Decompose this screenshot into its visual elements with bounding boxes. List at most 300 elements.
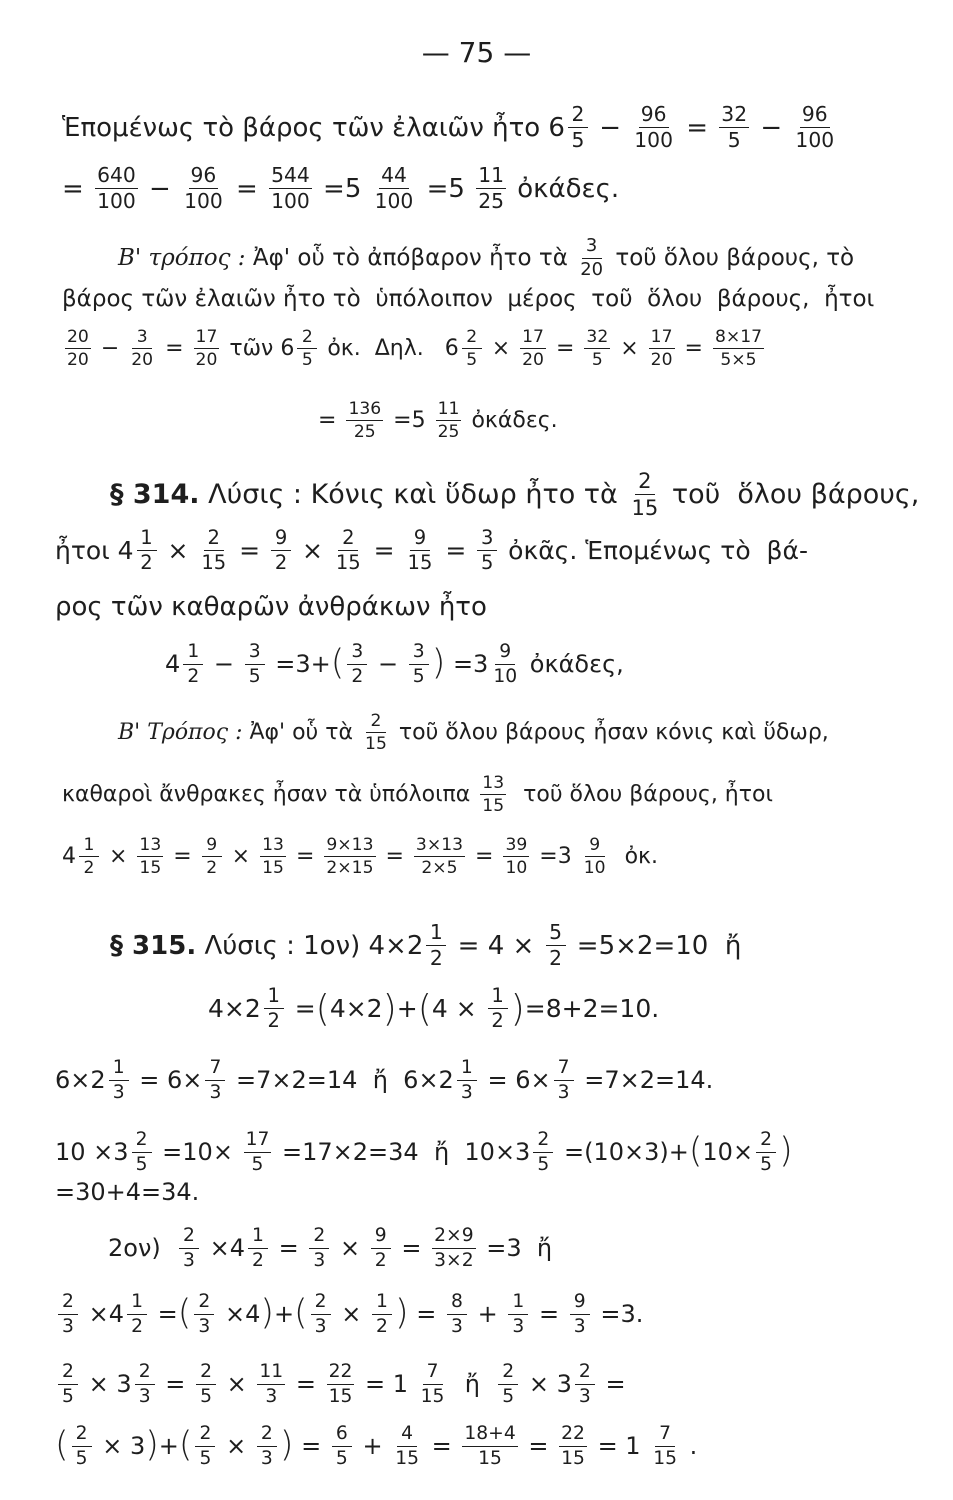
numerator: 9 [271,528,291,551]
numerator: 7 [554,1058,574,1081]
fraction [457,1058,477,1102]
numerator: 11 [476,165,506,189]
numerator: 4 [397,1424,417,1447]
numerator: 2 [257,1424,277,1447]
denominator: 15 [262,858,284,878]
text: + [396,994,418,1024]
fraction [498,1362,518,1406]
denominator: 15 [561,1447,585,1469]
text: . [682,1432,698,1461]
fraction [127,1292,147,1336]
denominator: 25 [353,422,376,442]
text: =3 ἤ [478,1234,553,1263]
numerator: 2 [196,1362,216,1385]
text: ὀκ. Δηλ. 6 [320,335,459,361]
line-13 [62,836,658,877]
denominator: 5 [412,665,425,687]
text: 2ον) [108,1234,176,1263]
text: 4 [165,650,181,679]
open-paren: ( [688,1131,703,1172]
line-15 [208,986,659,1032]
numerator: 13 [482,773,505,793]
fraction [58,1292,78,1336]
numerator: 2 [575,1362,595,1385]
numerator: 13 [139,835,162,855]
denominator: 3 [557,1081,570,1103]
text: =3 [445,650,489,679]
fraction [179,1226,199,1270]
numerator: 2 [195,1424,215,1447]
text: 4×2 [329,994,383,1024]
fraction [372,1292,392,1336]
text: = [157,1370,194,1399]
line-19 [108,1226,552,1270]
line-2 [62,165,619,213]
fraction [432,1226,475,1270]
numerator: 1 [508,1292,528,1315]
numerator: 9 [570,1292,590,1315]
fraction [327,1362,355,1406]
fraction [568,104,588,152]
denominator: 3 [183,1249,195,1271]
text: × [333,1300,369,1329]
denominator: 15 [139,858,162,878]
text: = [677,112,717,143]
line-4 [62,288,874,311]
fraction [578,237,605,280]
open-paren: ( [315,986,330,1030]
denominator: 2 [267,1009,280,1033]
numerator: 9×13 [326,835,374,855]
numerator: 9 [585,836,605,857]
text: =3. [592,1300,644,1329]
numerator: 1 [248,1226,268,1249]
numerator: 3×13 [415,835,464,855]
fraction [346,400,383,441]
fraction [426,922,446,970]
numerator: 96 [639,104,669,128]
text: ×4 [217,1300,261,1329]
denominator: 20 [580,258,604,280]
text: + [354,1432,391,1461]
fraction [347,642,367,686]
text: × [332,1234,368,1263]
text: × [613,335,646,361]
line-1 [62,104,839,152]
denominator: 20 [195,350,218,370]
open-paren: ( [294,1293,308,1334]
fraction [503,836,529,877]
fraction [480,774,506,815]
text: − [590,112,630,143]
fraction [419,1362,447,1406]
text: = 1 [357,1370,416,1399]
numerator: 7 [423,1362,443,1385]
fraction [324,836,375,877]
text: × 3 [521,1370,572,1399]
fraction [269,165,312,213]
denominator: 20 [522,350,544,370]
numerator: 1 [127,1292,147,1315]
denominator: 5 [62,1385,74,1407]
numerator: 5 [546,922,566,946]
text: = [520,1432,557,1461]
text: =5 [386,407,433,433]
text: τοῦ ὅλου βάρους, τὸ [608,244,855,271]
denominator: 3 [314,1315,327,1337]
denominator: 15 [328,1385,353,1407]
denominator: 15 [482,796,505,816]
fraction [393,1424,421,1468]
line-9 [55,594,487,620]
fraction [373,165,416,213]
text: = [378,843,411,869]
denominator: 3 [112,1081,125,1103]
text: =(10×3)+ [556,1138,689,1167]
numerator: 22 [559,1424,587,1447]
numerator: 1 [426,922,446,946]
numerator: 96 [800,104,830,128]
fraction [462,1424,517,1468]
fraction [632,104,675,152]
text: + [273,1300,295,1329]
text: = [286,994,316,1024]
numerator: 2 [179,1226,199,1249]
text: = [548,335,582,361]
numerator: 136 [348,399,382,419]
denominator: 100 [374,189,414,214]
numerator: 8×17 [714,327,763,347]
denominator: 3 [138,1385,151,1407]
text: ὀκάδες, [522,650,624,679]
denominator: 5 [466,350,478,370]
text: = [531,1300,567,1329]
fraction [713,328,764,369]
fraction [533,1130,553,1174]
numerator: 3 [409,642,429,665]
numerator: 2 [204,528,224,551]
denominator: 5 [135,1153,148,1175]
denominator: 2 [351,665,364,687]
text: × [218,1432,254,1461]
line-22 [55,1424,697,1468]
line-14 [110,922,741,970]
fraction [371,1226,391,1270]
fraction [194,1292,214,1336]
fraction [244,1130,272,1174]
fraction [311,1292,331,1336]
close-paren: ) [510,986,525,1030]
close-paren: ) [145,1425,159,1466]
denominator: 2 [491,1009,504,1033]
fraction [649,328,675,369]
line-7 [110,470,919,519]
fraction [651,1424,679,1468]
denominator: 10 [583,858,606,878]
numerator: 2 [311,1292,331,1315]
close-paren: ) [260,1293,274,1334]
text: =7×2=14 ἤ 6×2 [228,1066,454,1095]
denominator: 2 [274,551,288,575]
text: =10× [154,1138,241,1167]
line-17 [55,1130,793,1174]
text: = [597,1370,626,1399]
denominator: 2 [374,1249,387,1271]
text: = [677,335,710,361]
text: 4 [62,843,76,869]
numerator: 1 [264,986,284,1009]
fraction [756,1130,776,1174]
text: Ἀφ' οὗ τὸ ἀπόβαρον ἦτο τὰ [245,244,576,271]
fraction [406,528,435,574]
fraction [202,836,222,877]
denominator: 25 [437,422,460,442]
numerator: 20 [67,327,89,347]
line-18 [55,1180,199,1204]
text: =5 [418,173,474,204]
denominator: 3 [265,1385,278,1407]
numerator: 22 [327,1362,355,1385]
page-number: — 75 — [421,36,532,69]
close-paren: ) [779,1131,793,1172]
fraction [462,328,482,369]
fraction [264,986,284,1032]
fraction [257,1362,285,1406]
text: ἦτοι 4 [55,536,134,566]
numerator: 17 [195,327,218,347]
text: 4×2 [208,994,261,1024]
fraction [248,1226,268,1270]
open-paren: ( [417,986,432,1030]
denominator: 5 [248,665,261,687]
denominator: 3 [198,1315,211,1337]
text: − [140,173,180,204]
fraction [95,165,138,213]
fraction [332,1424,352,1468]
numerator: 17 [650,327,673,347]
fraction [793,104,836,152]
text: =17×2=34 ἤ 10×3 [274,1138,531,1167]
text: =5×2=10 ἤ [568,930,742,961]
numerator: 2 [194,1292,214,1315]
fraction [129,328,155,369]
denominator: 5 [727,128,741,153]
text: × [159,536,197,566]
fraction [58,1362,78,1406]
text: − [752,112,791,143]
fraction [554,1058,574,1102]
numerator: 7 [205,1058,225,1081]
numerator: 2 [132,1130,152,1153]
text: × 3 [81,1370,132,1399]
text: = [318,407,344,433]
numerator: 1 [457,1058,477,1081]
numerator: 544 [269,165,312,189]
denominator: 2 [549,946,562,971]
numerator: 1 [183,642,203,665]
numerator: 1 [488,986,508,1009]
denominator: 100 [184,189,223,214]
line-6 [318,400,558,441]
text: = [408,1300,444,1329]
text: βάρος τῶν ἐλαιῶν ἦτο τὸ ὑπόλοιπον μέρος τοῦ ὅλου βάρους, ἦτοι [62,286,875,312]
denominator: 5 [251,1153,264,1175]
text: − [93,335,127,361]
text: = [231,536,269,566]
denominator: 5 [335,1447,348,1469]
fraction [257,1424,277,1468]
numerator: 32 [719,104,749,128]
denominator: 100 [634,128,673,153]
fraction [334,528,363,574]
text: Ἑπομένως τὸ βάρος τῶν ἐλαιῶν ἦτο 6 [62,112,565,143]
text: Λύσις : 1ον) 4×2 [196,930,424,961]
text: τοῦ ὅλου βάρους, ἦτοι [509,781,773,807]
numerator: 3 [132,328,152,349]
text: × [219,1370,255,1399]
text: ×4 [201,1234,245,1263]
numerator: 9 [371,1226,391,1249]
numerator: 7 [655,1424,675,1447]
text: × [102,843,135,869]
text: Ἀφ' οὗ τὰ [242,719,361,745]
text: ἤ [449,1370,496,1399]
text: Λύσις : Κόνις καὶ ὕδωρ ἦτο τὰ [199,479,627,511]
fraction [491,642,519,686]
line-8 [55,528,808,574]
text: ὀκάδες. [508,173,620,204]
denominator: 3 [260,1447,273,1469]
section-number: § 315. [110,930,197,961]
numerator: 32 [586,327,609,347]
text: = 6× [479,1066,551,1095]
denominator: 5 [301,350,313,370]
text: × [224,843,258,869]
text: = 6× [131,1066,203,1095]
text: = [271,1234,307,1263]
text: × [484,335,518,361]
denominator: 5 [571,128,585,153]
denominator: 2 [131,1315,143,1337]
fraction [132,1130,152,1174]
denominator: 3 [451,1315,463,1337]
denominator: 10 [493,665,518,687]
close-paren: ) [395,1293,409,1334]
text: = [166,843,199,869]
numerator: 9 [495,642,515,665]
fraction [575,1362,595,1406]
denominator: 3 [573,1315,586,1337]
text: =5 [314,173,370,204]
denominator: 3 [313,1249,326,1271]
text: τοῦ ὅλου βάρους ἦσαν κόνις καὶ ὕδωρ, [391,719,829,745]
line-5 [62,328,767,369]
numerator: 2 [58,1292,78,1315]
numerator: 2 [635,470,655,495]
text: − [206,650,242,679]
line-10 [165,642,624,686]
denominator: 2 [187,665,200,687]
denominator: 3 [62,1315,74,1337]
text: 10× [702,1138,754,1167]
numerator: 640 [95,165,138,189]
numerator: 9 [202,836,222,857]
text: = [227,173,267,204]
numerator: 1 [109,1058,129,1081]
fraction [135,1362,155,1406]
fraction [183,642,203,686]
denominator: 25 [478,189,504,214]
text: ×4 [81,1300,125,1329]
numerator: 11 [437,399,460,419]
denominator: 20 [131,350,154,370]
text: = [393,1234,430,1263]
numerator: 3 [245,642,265,665]
denominator: 15 [653,1447,678,1469]
text: ὀκᾶς. Ἑπομένως τὸ βά- [500,536,808,566]
fraction [309,1226,329,1270]
denominator: 5 [481,551,494,575]
fraction [363,712,389,753]
open-paren: ( [177,1293,192,1334]
denominator: 15 [201,551,227,575]
text: =7×2=14. [576,1066,714,1095]
fraction [520,328,546,369]
text: − [370,650,406,679]
fraction [195,1424,215,1468]
method-label: Β' τρόπος : [118,244,246,271]
numerator: 2 [498,1362,518,1385]
fraction [559,1424,587,1468]
section-number: § 314. [110,479,200,511]
close-paren: ) [431,643,446,684]
text: = [288,1370,324,1399]
text: × [294,536,331,566]
numerator: 2 [309,1226,329,1249]
denominator: 5 [537,1153,550,1175]
close-paren: ) [382,986,397,1030]
fraction [477,528,497,574]
denominator: 100 [271,189,310,214]
fraction [582,836,608,877]
fraction [409,642,429,686]
text: = 1 [589,1432,649,1461]
text: = [468,843,501,869]
fraction [194,328,220,369]
line-12 [62,774,773,815]
numerator: 2 [58,1362,78,1385]
numerator: 17 [522,327,544,347]
denominator: 3 [512,1315,525,1337]
denominator: 5 [200,1385,212,1407]
numerator: 1 [372,1292,392,1315]
denominator: 5 [591,350,603,370]
numerator: 1 [137,528,157,551]
text: = [150,1300,178,1329]
denominator: 2 [429,946,443,971]
numerator: 2 [533,1130,553,1153]
fraction [79,836,99,877]
numerator: 2 [462,328,482,349]
text: ρος τῶν καθαρῶν ἀνθράκων ἦτο [55,592,487,622]
denominator: 20 [67,350,89,370]
line-16 [55,1058,713,1102]
fraction [584,328,610,369]
fraction [65,328,91,369]
fraction [109,1058,129,1102]
text: = [288,843,322,869]
line-20 [55,1292,643,1336]
